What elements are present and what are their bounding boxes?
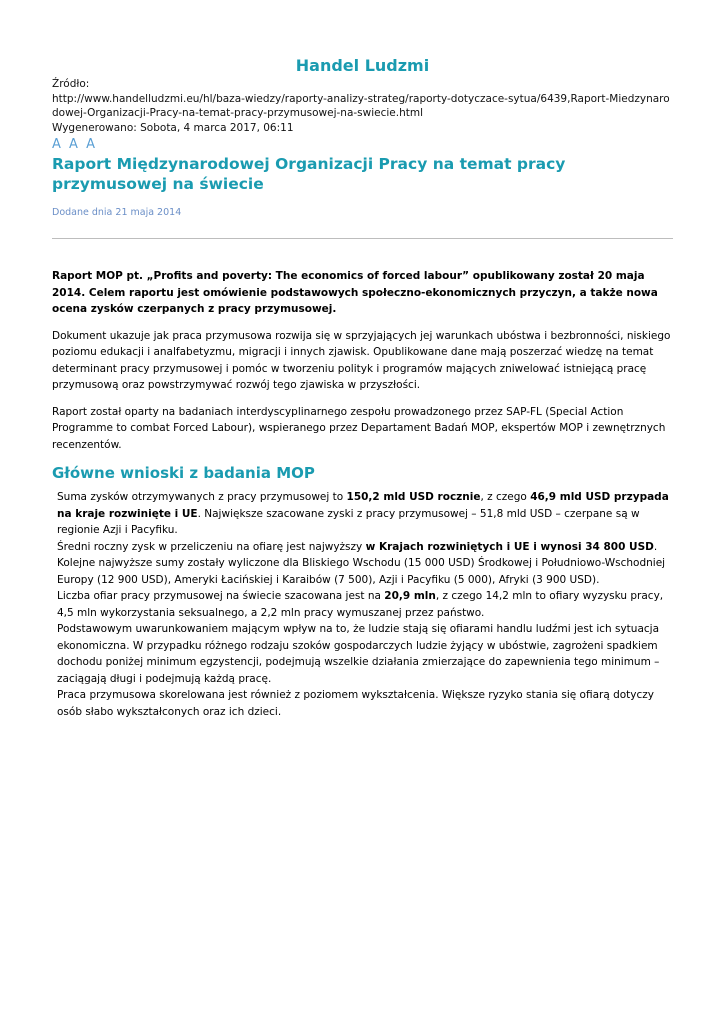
finding-item: Praca przymusowa skorelowana jest również z poziomem wykształcenia. Większe ryzyko stania się ofiarą dotyczy osób słabo wykształconych oraz ich dzieci. <box>57 689 655 718</box>
article-paragraph: Dokument ukazuje jak praca przymusowa rozwija się w sprzyjających jej warunkach ubóstwa i bezbronności, niskiego poziomu edukacji i analfabetyzmu, migracji i innych zjawisk. Opublikowane dane mają poszerzać wiedzę na temat determinant pracy przymusowej i pomóc w tworzeniu polityk i programów mających zniwelować istniejącą pracę przymusową oraz powstrzymywać rozwój tego zjawiska w przyszłości. <box>52 329 671 391</box>
date-added: Dodane dnia 21 maja 2014 <box>52 207 182 218</box>
font-size-medium-button[interactable]: A <box>69 137 79 152</box>
finding-text: Średni roczny zysk w przeliczeniu na ofiarę jest najwyższy <box>57 540 366 553</box>
finding-highlight: 20,9 mln <box>384 590 436 602</box>
source-block <box>52 77 672 135</box>
findings-list <box>52 489 672 720</box>
finding-item <box>57 588 672 621</box>
finding-item <box>57 539 672 589</box>
finding-item <box>57 489 672 539</box>
finding-text: Liczba ofiar pracy przymusowej na świecie szacowana jest na <box>57 590 385 602</box>
finding-text: , z czego 14,2 mln to ofiary wyzysku pracy, 4,5 mln wykorzystania seksualnego, a 2,2 mln pracy wymuszanej przez państwo. <box>57 590 664 619</box>
finding-item: Podstawowym uwarunkowaniem mającym wpływ na to, że ludzie stają się ofiarami handlu ludźmi jest ich sytuacja ekonomiczna. W przypadku różnego rodzaju szoków gospodarczych ludzie żyjący w ubóstwie, zagrożeni spadkiem dochodu poniżej minimum egzystencji, podejmują wszelkie działania zmierzające do zapewnienia tego minimum – zaciągają długi i podejmują każdą pracę. <box>57 623 660 685</box>
finding-text: Suma zysków otrzymywanych z pracy przymusowej to <box>57 491 347 503</box>
finding-text: . Kolejne najwyższe sumy zostały wyliczone dla Bliskiego Wschodu (15 000 USD) Środkowej i Południowo-Wschodniej Europy (12 900 USD), Ameryki Łacińskiej i Karaibów (7 500), Azji i Pacyfiku (5 000), Afryki (3 900 USD). <box>57 540 666 586</box>
font-size-controls <box>52 137 98 152</box>
finding-text: . Największe szacowane zyski z pracy przymusowej – 51,8 mld USD – czerpane są w regionie Azji i Pacyfiku. <box>57 507 640 536</box>
divider <box>52 238 673 239</box>
finding-highlight: w Krajach rozwiniętych i UE i wynosi 34 800 USD <box>365 540 654 553</box>
section-heading: Główne wnioski z badania MOP <box>52 464 315 482</box>
article-paragraph: Raport został oparty na badaniach interdyscyplinarnego zespołu prowadzonego przez SAP-FL (Special Action Programme to combat Forced Labour), wspieranego przez Departament Badań MOP, ekspertów MOP i zewnętrznych recenzentów. <box>52 405 666 451</box>
generated-timestamp: Wygenerowano: Sobota, 4 marca 2017, 06:11 <box>52 121 294 134</box>
source-url[interactable]: http://www.handelludzmi.eu/hl/baza-wiedzy/raporty-analizy-strateg/raporty-dotyczace-sytua/6439,Raport-Miedzynarodowej-Organizacji-Pracy-na-temat-pracy-przymusowej-na-swiecie.html <box>52 92 670 119</box>
article-title: Raport Międzynarodowej Organizacji Pracy na temat pracy przymusowej na świecie <box>52 155 566 193</box>
finding-highlight: 150,2 mld USD rocznie <box>346 491 481 503</box>
font-size-large-button[interactable]: A <box>86 137 96 152</box>
finding-text: , z czego <box>480 491 531 503</box>
article-content <box>52 268 672 720</box>
finding-highlight: 46,9 mld USD przypada na kraje rozwinięte i UE <box>57 491 669 520</box>
site-title: Handel Ludzmi <box>295 56 430 75</box>
font-size-small-button[interactable]: A <box>52 137 62 152</box>
article-lead: Raport MOP pt. „Profits and poverty: The economics of forced labour” opublikowany został 20 maja 2014. Celem raportu jest omówienie podstawowych społeczno-ekonomicznych przyczyn, a także nowa ocena zysków czerpanych z pracy przymusowej. <box>52 270 658 315</box>
source-label: Źródło: <box>52 78 90 90</box>
